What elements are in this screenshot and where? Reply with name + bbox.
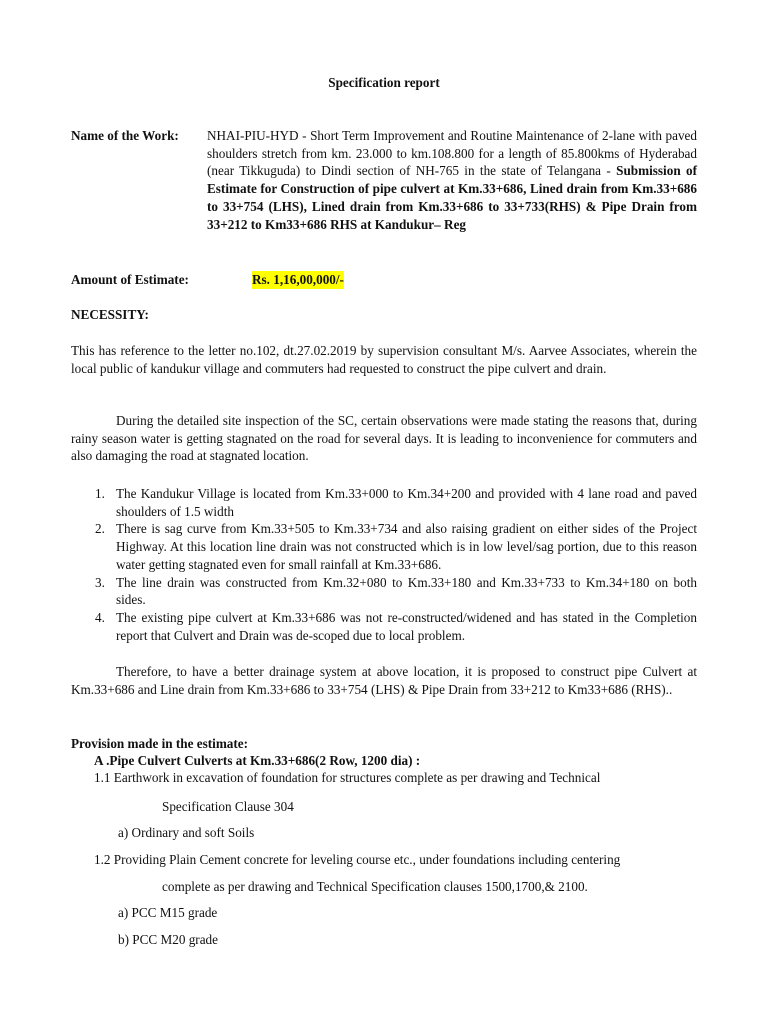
list-item xyxy=(71,574,697,609)
necessity-heading: NECESSITY: xyxy=(71,307,149,322)
list-item xyxy=(71,520,697,573)
list-number: 1. xyxy=(95,486,105,501)
provision-heading: Provision made in the estimate: xyxy=(71,736,249,751)
list-number: 4. xyxy=(95,609,105,625)
amount-label: Amount of Estimate: xyxy=(71,272,189,287)
list-number: 2. xyxy=(95,521,105,537)
pipe-culvert-heading: A .Pipe Culvert Culverts at Km.33+686(2 Row, 1200 dia) : xyxy=(94,753,421,768)
list-text: The line drain was constructed from Km.32+080 to Km.33+180 and Km.33+733 to Km.34+180 on both sides. xyxy=(116,574,697,608)
item-1-2-sub-b: b) PCC M20 grade xyxy=(118,932,219,947)
name-of-work-text xyxy=(207,127,697,233)
item-1-1-line2: Specification Clause 304 xyxy=(162,799,294,814)
list-text: The Kandukur Village is located from Km.33+000 to Km.34+200 and provided with 4 lane road and paved shoulders of 1.5 width xyxy=(116,486,697,519)
inspection-paragraph: During the detailed site inspection of the SC, certain observations were made stating the reasons that, during rainy season water is getting stagnated on the road for several days. It is leading to inconvenience for commuters and also damaging the road at stagnated location. xyxy=(71,413,697,464)
name-of-work-label: Name of the Work: xyxy=(71,128,179,143)
reference-paragraph: This has reference to the letter no.102, dt.27.02.2019 by supervision consultant M/s. Aarvee Associates, wherein the local public of kandukur village and commuters had requested to construct the pipe culvert and drain. xyxy=(71,343,697,376)
list-item xyxy=(71,485,697,520)
list-number: 3. xyxy=(95,574,105,590)
name-of-work-bold: Submission of Estimate for Construction of pipe culvert at Km.33+686, Lined drain from Km.33+686 to 33+754 (LHS), Lined drain from Km.33+686 to 33+733(RHS) & Pipe Drain from 33+212 to Km33+686 RHS at Kandukur– Reg xyxy=(207,163,697,232)
observations-list xyxy=(71,485,697,644)
item-1-2-line2: complete as per drawing and Technical Specification clauses 1500,1700,& 2100. xyxy=(162,879,588,894)
amount-value: Rs. 1,16,00,000/- xyxy=(252,272,344,287)
item-1-1-sub-a: a) Ordinary and soft Soils xyxy=(118,825,255,840)
page-title: Specification report xyxy=(328,75,440,90)
item-1-1-line1: 1.1 Earthwork in excavation of foundation for structures complete as per drawing and Technical xyxy=(94,770,601,785)
proposal-paragraph: Therefore, to have a better drainage system at above location, it is proposed to construct pipe Culvert at Km.33+686 and Line drain from Km.33+686 to 33+754 (LHS) & Pipe Drain from 33+212 to Km33+686 (RHS).. xyxy=(71,664,697,697)
name-of-work-normal: NHAI-PIU-HYD - Short Term Improvement and Routine Maintenance of 2-lane with paved shoulders stretch from km. 23.000 to km.108.800 for a length of 85.800kms of Hyderabad (near Tikkuguda) to Dindi section of NH-765 in the state of Telangana - xyxy=(207,128,697,179)
list-text: The existing pipe culvert at Km.33+686 was not re-constructed/widened and has stated in the Completion report that Culvert and Drain was de-scoped due to local problem. xyxy=(116,609,697,643)
list-text: There is sag curve from Km.33+505 to Km.33+734 and also raising gradient on either sides of the Project Highway. At this location line drain was not constructed which is in low level/sag portion, due to this reason water getting stagnated even for small rainfall at Km.33+686. xyxy=(116,521,697,572)
item-1-2-sub-a: a) PCC M15 grade xyxy=(118,905,218,920)
item-1-2-line1: 1.2 Providing Plain Cement concrete for leveling course etc., under foundations including centering xyxy=(94,852,621,867)
list-item xyxy=(71,609,697,644)
